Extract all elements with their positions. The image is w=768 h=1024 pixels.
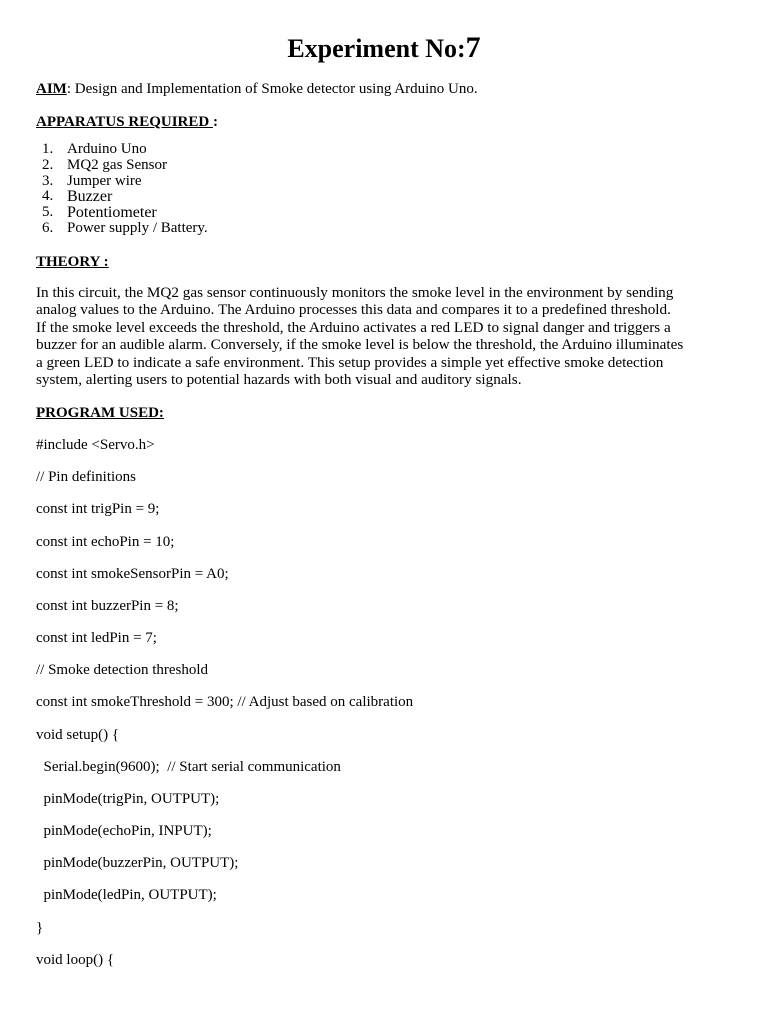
theory-line-text: If the smoke level exceeds the threshold, the Arduino activates a red LED to signal danger and triggers a [36, 318, 671, 336]
code-line: // Smoke detection threshold [36, 662, 209, 678]
code-line: pinMode(buzzerPin, OUTPUT); [36, 855, 239, 871]
list-item: 1. Arduino Uno [42, 141, 147, 157]
code-line: const int trigPin = 9; [36, 501, 160, 517]
list-item: 4. Buzzer [42, 188, 113, 206]
list-item: 3. Jumper wire [42, 172, 142, 189]
aim-line [36, 80, 478, 98]
code-line: } [36, 920, 44, 936]
theory-line-text: a green LED to indicate a safe environment. This setup provides a simple yet effective smoke detection [36, 353, 664, 371]
program-line [36, 404, 164, 422]
theory-line-text: buzzer for an audible alarm. Conversely, if the smoke level is below the threshold, the Arduino illuminates [36, 336, 684, 354]
aim-heading: AIM [36, 81, 67, 97]
code-line: pinMode(trigPin, OUTPUT); [36, 791, 220, 807]
apparatus-line [36, 113, 218, 131]
page-title [0, 30, 768, 67]
apparatus-heading: APPARATUS REQUIRED [36, 114, 213, 130]
list-item: 2. MQ2 gas Sensor [42, 156, 167, 173]
code-line: const int smokeThreshold = 300; // Adjust based on calibration [36, 694, 414, 710]
code-line: const int smokeSensorPin = A0; [36, 566, 229, 582]
theory-paragraph [36, 284, 736, 388]
theory-line-text: analog values to the Arduino. The Arduino processes this data and compares it to a predefined threshold. [36, 301, 671, 319]
title-label: Experiment No: [287, 34, 466, 63]
code-line: #include <Servo.h> [36, 437, 155, 453]
code-line: const int ledPin = 7; [36, 630, 157, 646]
code-line: Serial.begin(9600); // Start serial communication [36, 759, 341, 775]
aim-text: : Design and Implementation of Smoke detector using Arduino Uno. [66, 81, 478, 97]
code-line: void loop() { [36, 952, 115, 968]
theory-line-text: system, alerting users to potential hazards with both visual and auditory signals. [36, 371, 522, 389]
code-line: pinMode(echoPin, INPUT); [36, 823, 212, 839]
apparatus-colon: : [212, 114, 218, 130]
list-item: 5. Potentiometer [42, 204, 157, 222]
apparatus-list [36, 142, 208, 237]
experiment-number: 7 [465, 31, 481, 64]
theory-line-text: In this circuit, the MQ2 gas sensor continuously monitors the smoke level in the environment by sending [36, 284, 674, 301]
theory-line [36, 253, 109, 271]
code-line: const int echoPin = 10; [36, 534, 175, 550]
code-line: // Pin definitions [36, 469, 137, 485]
list-item: 6. Power supply / Battery. [42, 219, 208, 236]
theory-heading: THEORY : [36, 254, 109, 270]
code-line: const int buzzerPin = 8; [36, 598, 179, 614]
code-line: pinMode(ledPin, OUTPUT); [36, 887, 217, 903]
code-line: void setup() { [36, 727, 120, 743]
program-heading: PROGRAM USED: [36, 405, 164, 421]
